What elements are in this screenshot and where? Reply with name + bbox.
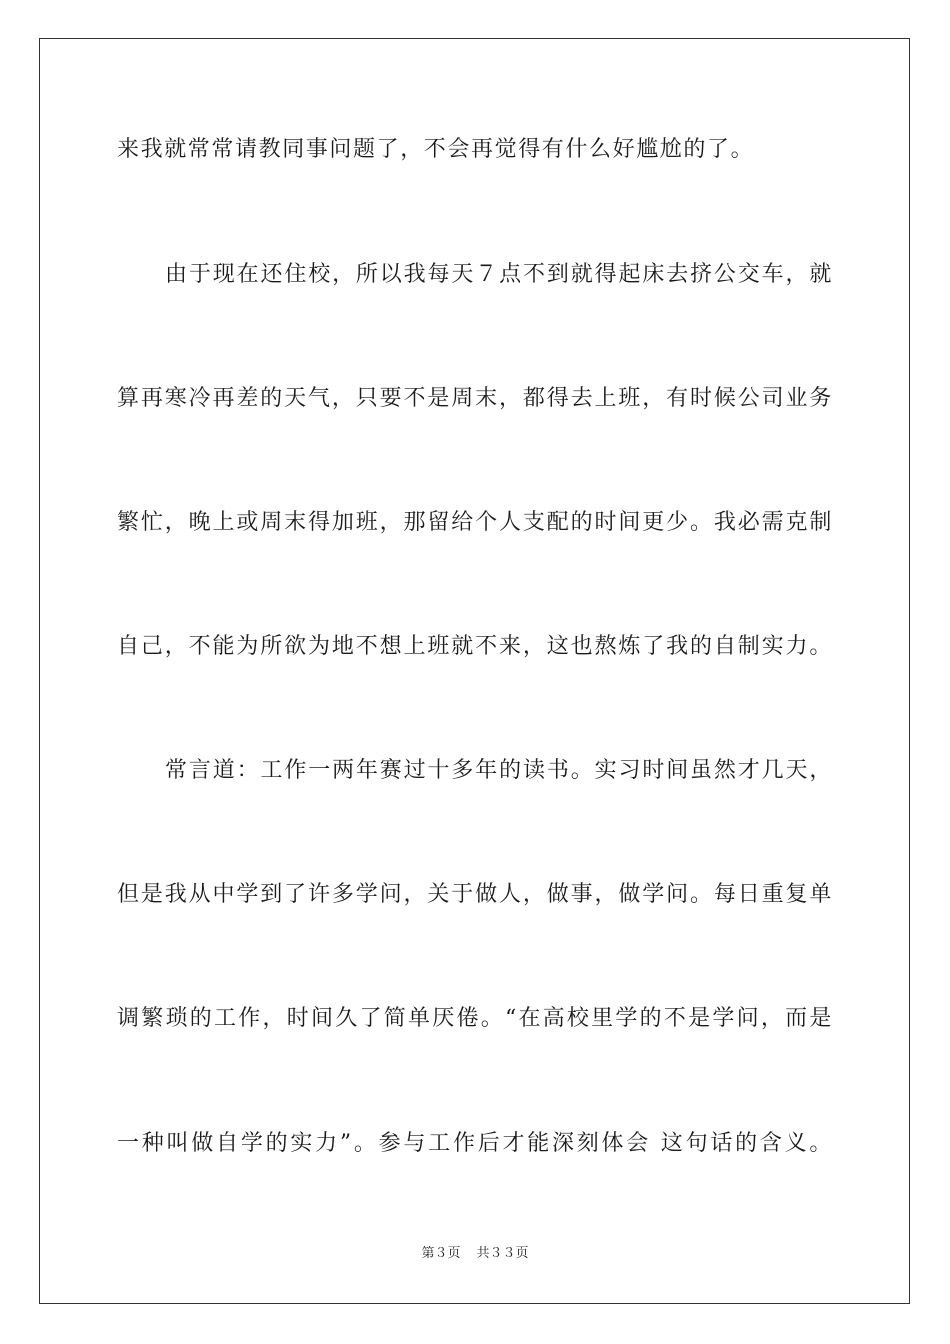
- text-line-1: 来我就常常请教同事问题了，不会再觉得有什么好尴尬的了。: [117, 137, 755, 162]
- text-line-7: 但是我从中学到了许多学问，关于做人，做事，做学问。每日重复单: [117, 882, 833, 907]
- text-line-4: 繁忙，晚上或周末得加班，那留给个人支配的时间更少。我必需克制: [117, 510, 833, 535]
- total-pages: 共３３页: [476, 1246, 529, 1261]
- text-line-8: 调繁琐的工作，时间久了简单厌倦。“在高校里学的不是学问，而是: [117, 1006, 833, 1031]
- text-line-5: 自己，不能为所欲为地不想上班就不来，这也熬炼了我的自制实力。: [117, 634, 833, 659]
- page-number: 第３页: [421, 1246, 461, 1261]
- page-border: [39, 38, 910, 1304]
- text-line-9: 一种叫做自学的实力”。参与工作后才能深刻体会 这句话的含义。: [117, 1131, 833, 1156]
- paragraph-start-line-6: 常言道：工作一两年赛过十多年的读书。实习时间虽然才几天，: [165, 758, 833, 783]
- text-line-3: 算再寒冷再差的天气，只要不是周末，都得去上班，有时候公司业务: [117, 386, 833, 411]
- page-footer: [0, 1246, 950, 1262]
- paragraph-start-line-2: 由于现在还住校，所以我每天７点不到就得起床去挤公交车，就: [165, 262, 833, 287]
